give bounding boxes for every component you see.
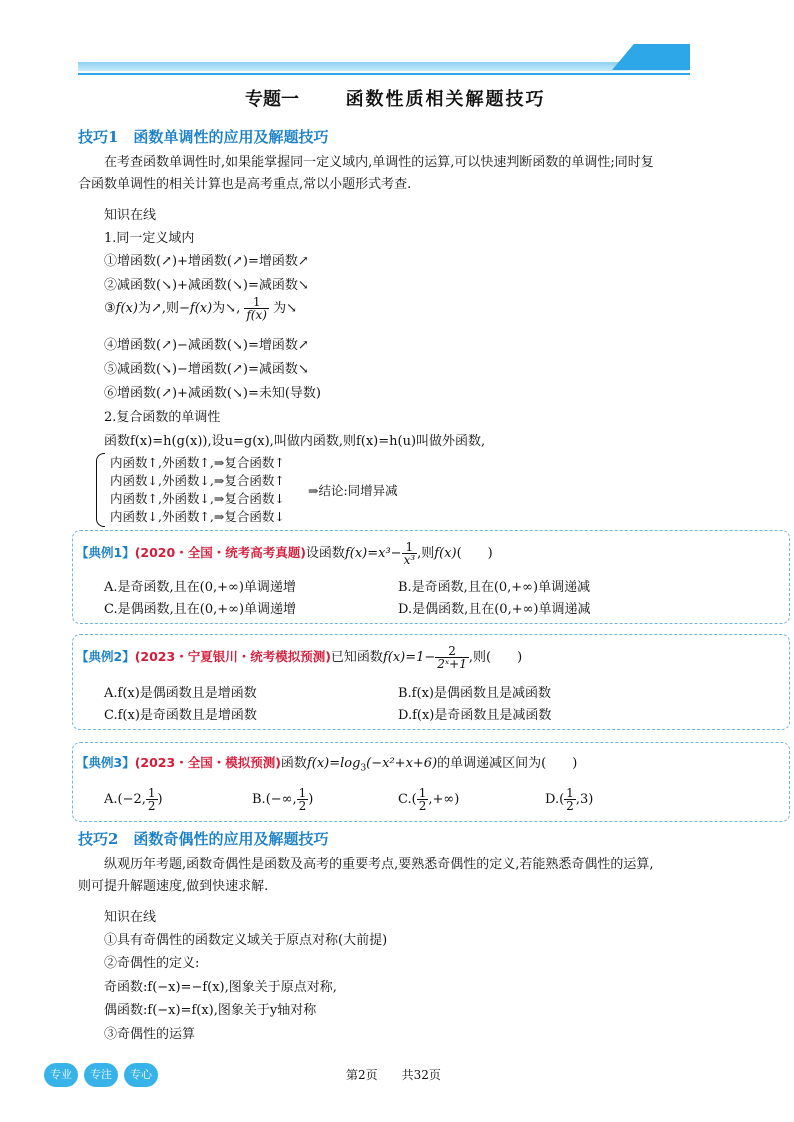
example1-source: (2020・全国・统考高考真题) xyxy=(134,545,306,560)
example2-stem-a: 已知函数 xyxy=(330,650,383,665)
example2-option-c[interactable]: C.f(x)是奇函数且是增函数 xyxy=(104,708,257,723)
section2-point-1: ①具有奇偶性的函数定义域关于原点对称(大前提) xyxy=(104,933,388,948)
example3-stem xyxy=(76,752,577,774)
example3-stem-d: 的单调递减区间为( ) xyxy=(437,756,578,771)
example1-frac-num: 1 xyxy=(402,541,418,554)
example3-option-c[interactable] xyxy=(398,787,459,812)
example3-option-c-frac xyxy=(417,787,429,812)
header-accent-tab xyxy=(612,44,690,70)
rule-3-num: ③ xyxy=(104,301,116,316)
footer-logo-1: 专业 xyxy=(44,1063,78,1087)
header-line xyxy=(78,73,690,75)
example1-stem-a: 设函数 xyxy=(305,546,345,561)
example3-option-a-pre: (−2, xyxy=(117,792,146,807)
rule-4: ④增函数(↗)−减函数(↘)=增函数↗ xyxy=(104,338,309,353)
section2-intro xyxy=(78,854,738,898)
composite-case-1: 内函数↑,外函数↑,⇒复合函数↑ xyxy=(110,455,285,470)
example2-stem-b: f(x)=1− xyxy=(382,650,436,665)
footer-page-info: 第2页 共32页 xyxy=(346,1068,441,1082)
example3-option-c-den: 2 xyxy=(418,799,427,813)
example3-option-c-pre: ( xyxy=(411,792,417,807)
example1-stem xyxy=(76,541,493,566)
section1-heading: 技巧1 函数单调性的应用及解题技巧 xyxy=(78,128,329,146)
example1-option-d[interactable]: D.是偶函数,且在(0,+∞)单调递减 xyxy=(398,602,591,617)
example1-option-a[interactable]: A.是奇函数,且在(0,+∞)单调递增 xyxy=(104,580,296,595)
section2-point-2: ②奇偶性的定义: xyxy=(104,956,200,971)
example1-stem-b: f(x)=x³− xyxy=(344,546,402,561)
composite-def: 函数f(x)=h(g(x)),设u=g(x),叫做内函数,则f(x)=h(u)叫做外函数, xyxy=(104,434,486,449)
section2-heading: 技巧2 函数奇偶性的应用及解题技巧 xyxy=(78,830,329,848)
example3-option-b-num: 1 xyxy=(298,786,307,800)
example1-frac-den: x³ xyxy=(403,553,416,567)
even-function-def: 偶函数:f(−x)=f(x),图象关于y轴对称 xyxy=(104,1003,317,1018)
section1-intro xyxy=(78,152,738,196)
example3-option-b-pre: (−∞, xyxy=(265,792,297,807)
example3-option-d-frac xyxy=(564,787,576,812)
rule-3-frac-den: f(x) xyxy=(246,308,267,322)
section1-sub1: 1.同一定义域内 xyxy=(104,231,195,246)
example3-stem-b: f(x)=log xyxy=(306,756,361,771)
rule-3-text3: 为↘ xyxy=(273,301,297,316)
example3-option-d[interactable] xyxy=(545,787,593,812)
example3-option-a-label: A. xyxy=(104,792,118,807)
example2-option-a[interactable]: A.f(x)是偶函数且是增函数 xyxy=(104,686,257,701)
example3-option-a-post: ) xyxy=(157,792,163,807)
rule-3-neg-fx: −f(x) xyxy=(178,301,213,316)
rule-5: ⑤减函数(↘)−增函数(↗)=减函数↘ xyxy=(104,362,309,377)
example1-option-c[interactable]: C.是偶函数,且在(0,+∞)单调递增 xyxy=(104,602,297,617)
rule-3-frac-num: 1 xyxy=(244,296,269,309)
example3-option-b-label: B. xyxy=(252,792,266,807)
example3-option-b-frac xyxy=(297,787,309,812)
section2-intro-line2: 则可提升解题速度,做到快速求解. xyxy=(78,879,269,894)
example3-option-a-frac xyxy=(146,787,158,812)
rule-3-fx: f(x) xyxy=(115,301,138,316)
header-band xyxy=(78,62,688,71)
rule-3-text1: 为↗,则 xyxy=(137,301,179,316)
rule-6: ⑥增函数(↗)+减函数(↘)=未知(导数) xyxy=(104,386,322,401)
page-title-topic: 专题一 xyxy=(245,89,299,110)
rule-2: ②减函数(↘)+减函数(↘)=减函数↘ xyxy=(104,278,309,293)
example3-option-b-den: 2 xyxy=(298,799,307,813)
example1-stem-c: ,则 xyxy=(417,546,435,561)
example3-option-d-den: 2 xyxy=(566,799,574,813)
example3-option-d-label: D. xyxy=(545,792,560,807)
rule-3-text2: 为↘, xyxy=(212,301,241,316)
footer-logo-2: 专注 xyxy=(84,1063,118,1087)
rule-3-fraction xyxy=(244,296,269,321)
example2-source: (2023・宁夏银川・统考模拟预测) xyxy=(134,649,331,664)
example3-stem-c: (−x²+x+6) xyxy=(366,756,438,771)
section1-sub2: 2.复合函数的单调性 xyxy=(104,410,221,425)
section1-intro-line2: 合函数单调性的相关计算也是高考重点,常以小题形式考查. xyxy=(78,177,412,192)
example3-option-c-post: ,+∞) xyxy=(428,792,460,807)
example3-option-c-num: 1 xyxy=(418,786,427,800)
composite-case-2: 内函数↓,外函数↓,⇒复合函数↑ xyxy=(110,473,285,488)
example3-stem-sub: 3 xyxy=(360,763,367,774)
footer-logo-3: 专心 xyxy=(124,1063,158,1087)
rule-1: ①增函数(↗)+增函数(↗)=增函数↗ xyxy=(104,254,309,269)
example1-stem-d: f(x) xyxy=(434,546,457,561)
example3-option-c-label: C. xyxy=(398,792,412,807)
example3-option-a-den: 2 xyxy=(147,799,156,813)
example1-option-b[interactable]: B.是奇函数,且在(0,+∞)单调递减 xyxy=(398,580,591,595)
example3-option-a[interactable] xyxy=(104,787,163,812)
example3-stem-a: 函数 xyxy=(280,756,307,771)
example2-frac-num: 2 xyxy=(435,645,469,658)
section2-point-3: ③奇偶性的运算 xyxy=(104,1027,196,1042)
section2-knowledge: 知识在线 xyxy=(104,910,157,925)
rule-3 xyxy=(104,296,297,321)
example3-option-d-post: ,3) xyxy=(575,792,594,807)
page-title-text: 函数性质相关解题技巧 xyxy=(345,89,546,110)
example1-fraction xyxy=(402,541,418,566)
example2-frac-den: 2ˣ+1 xyxy=(437,657,467,671)
example3-option-a-num: 1 xyxy=(147,786,156,800)
page-title xyxy=(245,85,546,111)
example3-tag: 【典例3】 xyxy=(76,755,135,770)
example3-option-d-num: 1 xyxy=(566,786,574,800)
example3-option-b-post: ) xyxy=(308,792,314,807)
example2-tag: 【典例2】 xyxy=(76,649,135,664)
composite-brace xyxy=(96,453,105,527)
example2-stem-c: ,则( ) xyxy=(468,650,523,665)
section1-knowledge: 知识在线 xyxy=(104,208,157,223)
section1-intro-line1: 在考查函数单调性时,如果能掌握同一定义域内,单调性的运算,可以快速判断函数的单调性;同时复 xyxy=(104,155,654,170)
example2-option-b[interactable]: B.f(x)是偶函数且是减函数 xyxy=(398,686,551,701)
composite-conclusion: ⇒结论:同增异减 xyxy=(308,483,398,498)
example2-fraction xyxy=(435,645,469,670)
composite-case-4: 内函数↓,外函数↑,⇒复合函数↓ xyxy=(110,509,285,524)
example3-option-d-pre: ( xyxy=(559,792,565,807)
section2-intro-line1: 纵观历年考题,函数奇偶性是函数及高考的重要考点,要熟悉奇偶性的定义,若能熟悉奇偶性的运算, xyxy=(104,857,654,872)
odd-function-def: 奇函数:f(−x)=−f(x),图象关于原点对称, xyxy=(104,980,337,995)
example2-option-d[interactable]: D.f(x)是奇函数且是减函数 xyxy=(398,708,552,723)
example3-option-b[interactable] xyxy=(252,787,313,812)
example1-stem-e: ( ) xyxy=(456,546,493,561)
example1-tag: 【典例1】 xyxy=(76,545,135,560)
composite-case-3: 内函数↑,外函数↓,⇒复合函数↓ xyxy=(110,491,285,506)
example3-source: (2023・全国・模拟预测) xyxy=(134,755,281,770)
example2-stem xyxy=(76,645,522,670)
